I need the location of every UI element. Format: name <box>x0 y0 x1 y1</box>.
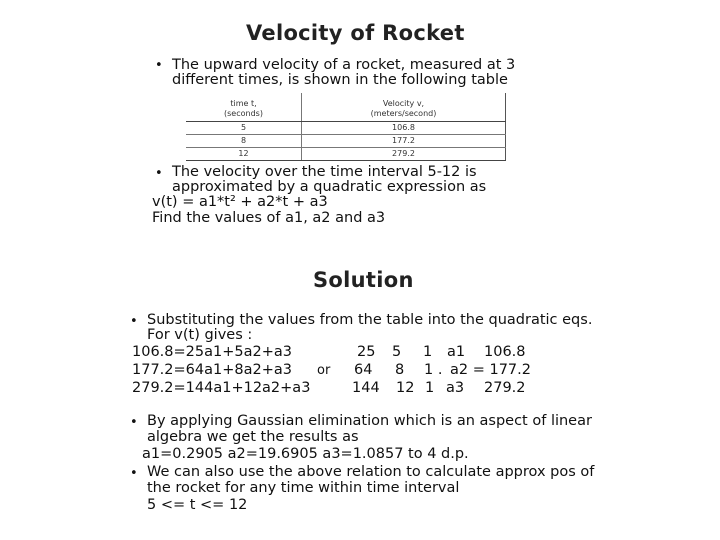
slide1-title: Velocity of Rocket <box>246 21 465 45</box>
velocity-formula: v(t) = a1*t² + a2*t + a3 <box>152 194 328 210</box>
matrix-cell: a1 <box>447 344 466 360</box>
table-cell: 8 <box>186 135 302 148</box>
position-text-line2: the rocket for any time within time interval <box>147 480 460 496</box>
gaussian-text-line2: algebra we get the results as <box>147 429 359 445</box>
table-cell: 5 <box>186 122 302 135</box>
position-text-line1: We can also use the above relation to calculate approx pos of <box>147 464 595 480</box>
interval-text-line1: The velocity over the time interval 5-12 is <box>172 164 477 180</box>
table-cell: 106.8 <box>302 122 506 135</box>
results-text: a1=0.2905 a2=19.6905 a3=1.0857 to 4 d.p. <box>142 446 469 462</box>
matrix-cell: a2 = 177.2 <box>450 362 531 378</box>
equation-3: 279.2=144a1+12a2+a3 <box>132 380 311 396</box>
matrix-cell: 25 <box>357 344 376 360</box>
find-values-text: Find the values of a1, a2 and a3 <box>152 210 386 226</box>
gaussian-text-line1: By applying Gaussian elimination which is an aspect of linear <box>147 413 592 429</box>
bullet-icon: • <box>155 166 163 181</box>
matrix-cell: 12 <box>396 380 415 396</box>
or-label: or <box>317 363 331 378</box>
bullet-icon: • <box>130 415 138 430</box>
interval-text-line2: approximated by a quadratic expression as <box>172 179 487 195</box>
table-cell: 279.2 <box>302 148 506 161</box>
matrix-cell: 64 <box>354 362 373 378</box>
table-cell: 12 <box>186 148 302 161</box>
intro-text-line1: The upward velocity of a rocket, measured at 3 <box>172 57 516 73</box>
matrix-cell: 1 . <box>424 362 443 378</box>
table-header-velocity: Velocity v, (meters/second) <box>302 93 506 122</box>
bullet-icon: • <box>130 314 138 329</box>
velocity-table <box>186 93 506 161</box>
table-row <box>186 148 506 161</box>
intro-text-line2: different times, is shown in the following table <box>172 72 508 88</box>
matrix-cell: 106.8 <box>484 344 526 360</box>
matrix-cell: 5 <box>392 344 402 360</box>
matrix-cell: 279.2 <box>484 380 526 396</box>
table-header-time: time t, (seconds) <box>186 93 302 122</box>
bullet-icon: • <box>130 466 138 481</box>
matrix-cell: 1 <box>423 344 433 360</box>
time-range: 5 <= t <= 12 <box>147 497 248 513</box>
table-row <box>186 122 506 135</box>
matrix-cell: a3 <box>446 380 465 396</box>
matrix-cell: 144 <box>352 380 380 396</box>
matrix-cell: 1 <box>425 380 435 396</box>
slide2-title: Solution <box>313 268 414 292</box>
table-row <box>186 135 506 148</box>
substitution-text-line2: For v(t) gives : <box>147 327 253 343</box>
equation-2: 177.2=64a1+8a2+a3 <box>132 362 292 378</box>
substitution-text-line1: Substituting the values from the table into the quadratic eqs. <box>147 312 593 328</box>
matrix-cell: 8 <box>395 362 405 378</box>
bullet-icon: • <box>155 58 163 73</box>
equation-1: 106.8=25a1+5a2+a3 <box>132 344 292 360</box>
table-cell: 177.2 <box>302 135 506 148</box>
